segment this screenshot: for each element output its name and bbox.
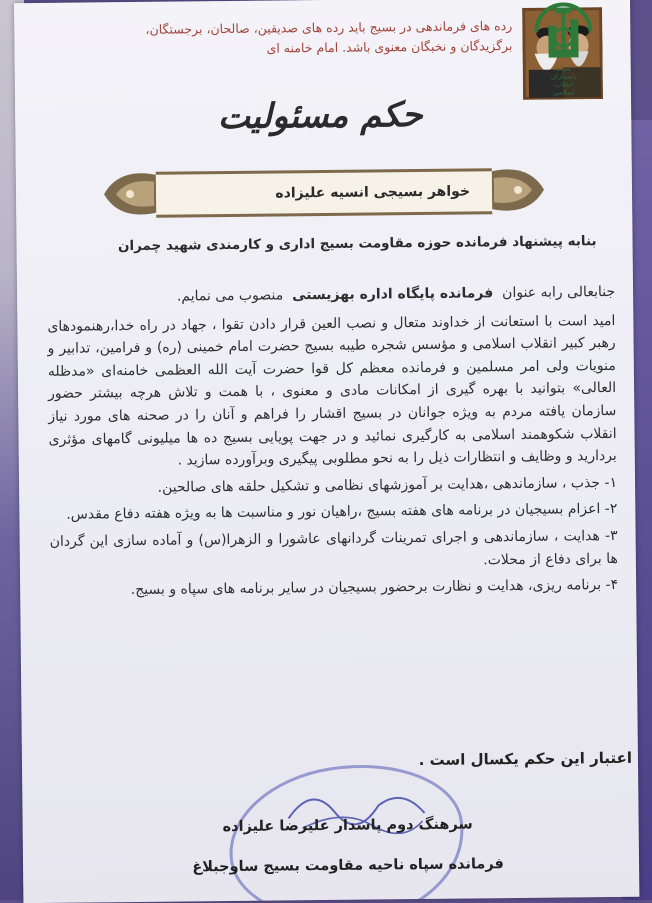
order-body bbox=[47, 281, 618, 607]
signer-name: سرهنگ دوم پاسدار علیرضا علیزاده bbox=[222, 816, 473, 836]
intro-prefix: جنابعالی رابه عنوان bbox=[502, 283, 616, 302]
appointment-sentence bbox=[47, 281, 615, 310]
irgc-logo bbox=[522, 1, 605, 100]
leader-quote: رده های فرماندهی در بسیج باید رده های صدیقین، صالحان، برجستگان، برگزیدگان و نخبگان معنوی باشد. امام خامنه ای bbox=[145, 18, 513, 56]
duties-list bbox=[49, 472, 618, 603]
document-page bbox=[14, 0, 639, 903]
duty-item: ۴- برنامه ریزی، هدایت و نظارت برحضور بسیجیان در سایر برنامه های سپاه و بسیج. bbox=[130, 577, 619, 599]
irgc-logo-text bbox=[523, 64, 605, 97]
recipient-name: خواهر بسیجی انسیه علیزاده bbox=[275, 183, 471, 202]
logo-line: اسلامی bbox=[553, 88, 575, 97]
intro-suffix: منصوب می نمایم. bbox=[176, 287, 284, 305]
logo-line: سپاه bbox=[556, 64, 571, 73]
irgc-emblem-icon bbox=[528, 1, 599, 64]
document-title: حکم مسئولیت bbox=[217, 94, 423, 138]
appointed-position: فرمانده پایگاه اداره بهزیستی bbox=[291, 285, 494, 304]
logo-line: پاسداران bbox=[550, 72, 577, 81]
proposal-subheading: بنابه پیشنهاد فرمانده حوزه مقاومت بسیج اداری و کارمندی شهید چمران bbox=[117, 233, 597, 255]
validity-statement: اعتبار این حکم یکسال است . bbox=[418, 748, 633, 770]
recipient-box bbox=[156, 168, 492, 218]
duty-item: ۱- جذب ، سازماندهی ،هدایت بر آموزشهای نظامی و تشکیل حلقه های صالحین. bbox=[157, 474, 618, 496]
duty-item: ۳- هدایت ، سازماندهی و اجرای تمرینات گردانهای عاشورا و الزهرا(س) و آماده سازی این گردان ها برای دفاع از محلات. bbox=[49, 527, 618, 568]
recipient-banner bbox=[100, 158, 549, 227]
signer-role: فرمانده سپاه ناحیه مقاومت بسیج ساوجبلاغ bbox=[192, 856, 504, 876]
main-paragraph: امید است با استعانت از خداوند متعال و نصب العین قرار دادن تقوا ، جهاد در راه خدا،رهنمودهای رهبر کبیر انقلاب اسلامی و مؤسس شجره طیبه بسیج حضرت امام خمینی (ره) و فرامین، تدابیر و منویات ولی امر مسلمین و فرمانده معظم کل قوا حضرت آیت الله العظمی خامنه‌ای «مدظله العالی» بتوانید با بهره گیری از امکانات مادی و معنوی ، با همت و تلاش هرچه بیشتر حضور سازمان یافته مردم به ویژه جوانان در بسیج اقشار را فراهم و آنان را در صحنه های مورد نیاز انقلاب شکوهمند اسلامی به کارگیری نمائید و در جهت پویایی بسیج ده ها میلیونی گامهای مؤثری بردارید و وظایف و انتظارات ذیل را به نحو مطلوبی پیگیری وبرآورده سازید . bbox=[47, 312, 617, 469]
logo-line: انقلاب bbox=[554, 80, 574, 89]
duty-item: ۲- اعزام بسیجیان در برنامه های هفته بسیج ،راهیان نور و مناسبت ها به ویژه هفته دفاع مقدس. bbox=[66, 501, 618, 524]
